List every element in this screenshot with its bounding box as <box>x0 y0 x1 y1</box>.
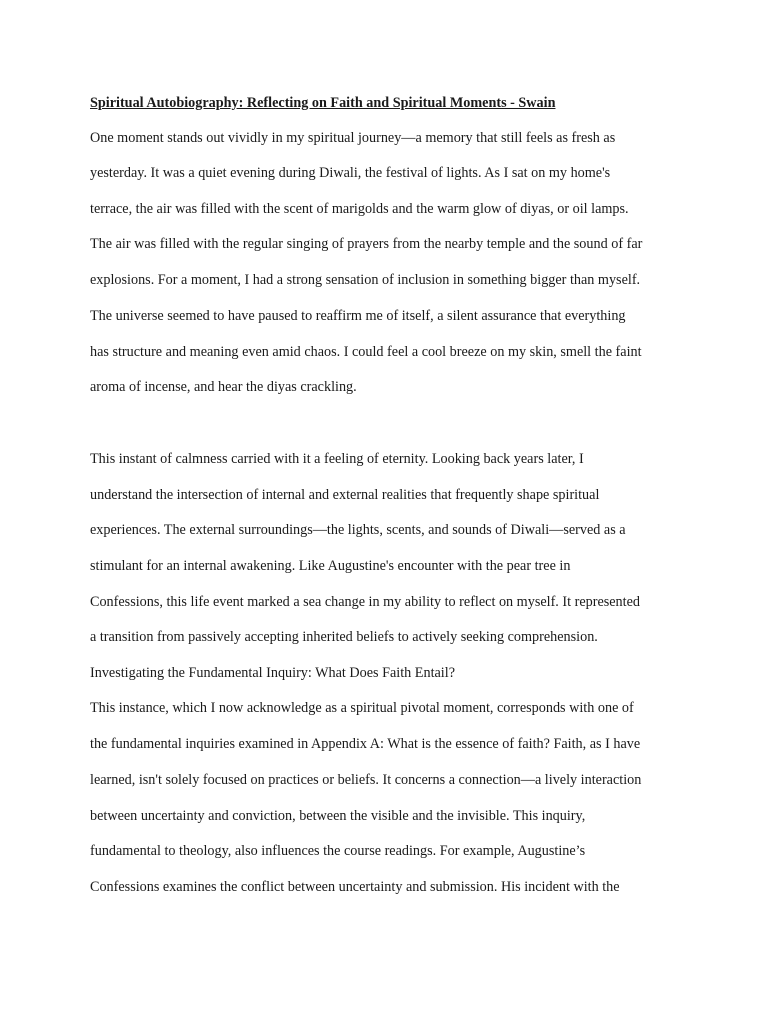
paragraph-line: learned, isn't solely focused on practices or beliefs. It concerns a connection—a lively interaction <box>90 772 642 788</box>
document-title: Spiritual Autobiography: Reflecting on Faith and Spiritual Moments - Swain <box>90 95 556 111</box>
paragraph-line: the fundamental inquiries examined in Appendix A: What is the essence of faith? Faith, as I have <box>90 736 641 752</box>
section-subheading: Investigating the Fundamental Inquiry: What Does Faith Entail? <box>90 665 455 681</box>
paragraph-line: This instance, which I now acknowledge as a spiritual pivotal moment, corresponds with one of <box>90 700 634 716</box>
paragraph-line: a transition from passively accepting inherited beliefs to actively seeking comprehension. <box>90 629 598 645</box>
paragraph-line: aroma of incense, and hear the diyas crackling. <box>90 379 357 395</box>
paragraph-line: understand the intersection of internal and external realities that frequently shape spiritual <box>90 487 600 503</box>
paragraph-line: explosions. For a moment, I had a strong sensation of inclusion in something bigger than myself. <box>90 272 641 288</box>
paragraph-line: Confessions, this life event marked a sea change in my ability to reflect on myself. It represented <box>90 594 640 610</box>
paragraph-line: experiences. The external surroundings—the lights, scents, and sounds of Diwali—served as a <box>90 522 626 538</box>
paragraph-line: One moment stands out vividly in my spiritual journey—a memory that still feels as fresh as <box>90 130 616 146</box>
paragraph-line: yesterday. It was a quiet evening during Diwali, the festival of lights. As I sat on my home's <box>90 165 611 181</box>
paragraph-line: Confessions examines the conflict between uncertainty and submission. His incident with the <box>90 879 620 895</box>
paragraph-line: has structure and meaning even amid chaos. I could feel a cool breeze on my skin, smell the faint <box>90 344 642 360</box>
paragraph-line: between uncertainty and conviction, between the visible and the invisible. This inquiry, <box>90 808 586 824</box>
paragraph-line: stimulant for an internal awakening. Like Augustine's encounter with the pear tree in <box>90 558 571 574</box>
paragraph-line: This instant of calmness carried with it a feeling of eternity. Looking back years later, I <box>90 451 584 467</box>
paragraph-line: The universe seemed to have paused to reaffirm me of itself, a silent assurance that everything <box>90 308 626 324</box>
paragraph-line: terrace, the air was filled with the scent of marigolds and the warm glow of diyas, or oil lamps. <box>90 201 629 217</box>
paragraph-line: The air was filled with the regular singing of prayers from the nearby temple and the sound of far <box>90 236 643 252</box>
paragraph-line: fundamental to theology, also influences the course readings. For example, Augustine’s <box>90 843 586 859</box>
